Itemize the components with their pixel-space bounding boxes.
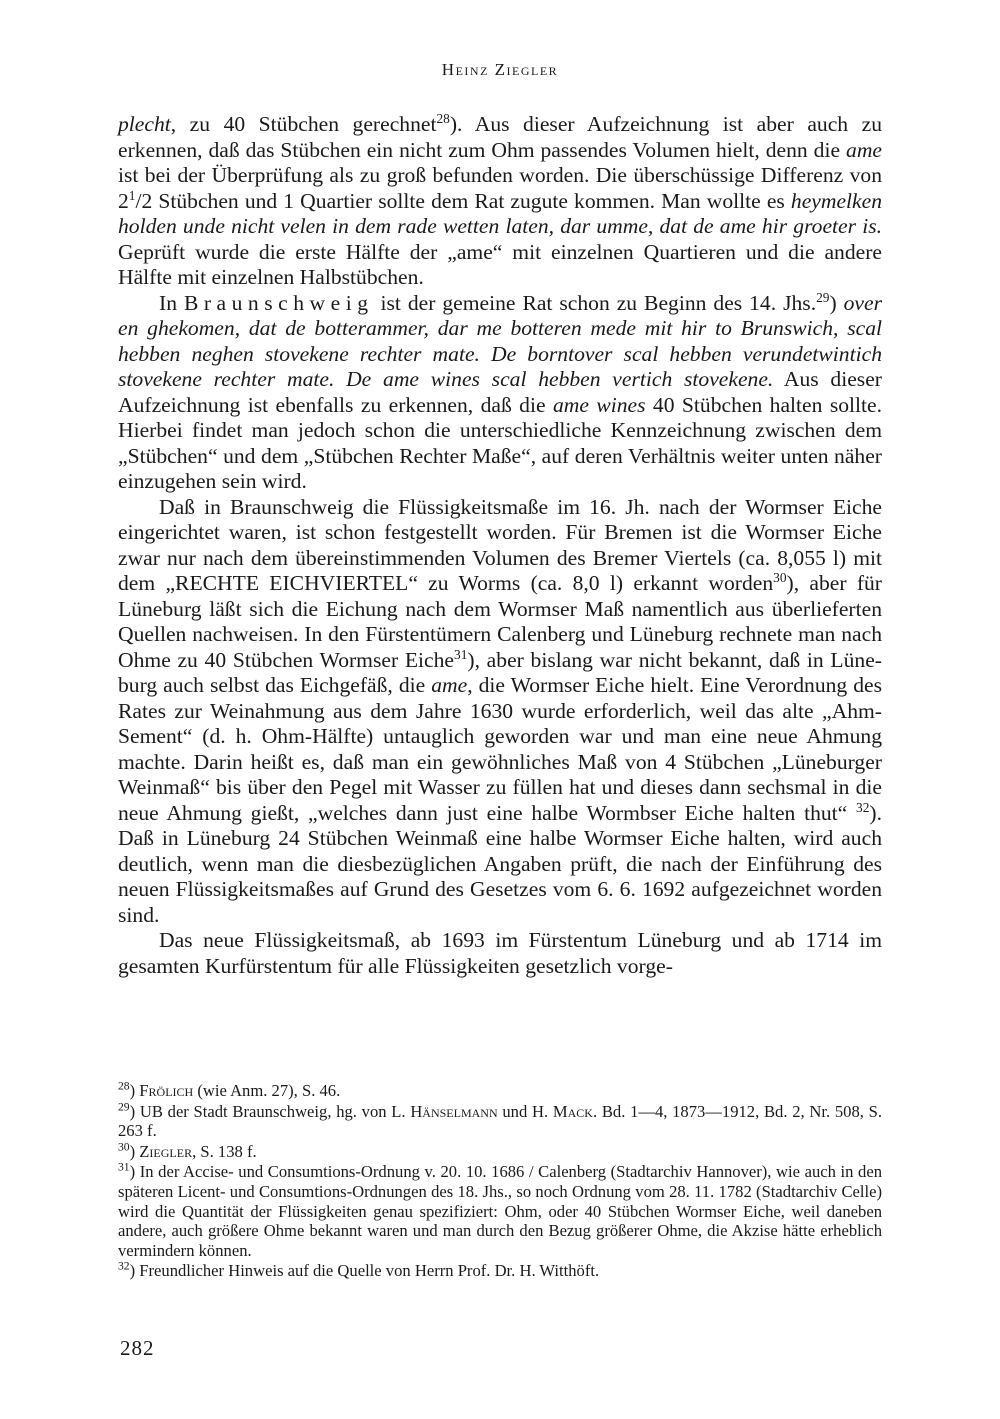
text-run: ). Daß in Lüneburg 24 Stübchen Weinmaß eine halbe Wormser Eiche halten, wird auch deutlich, wenn man die diesbezüglichen Angaben prüft, die nach der Einführung des neuen Flüssigkeitsmaßes auf Grund des Gesetzes vom 6. 6. 1692 aufgezeichnet worden sind. xyxy=(118,800,882,927)
author-name: Mack xyxy=(552,1101,593,1121)
text-run: 40 Stübchen halten sollte. Hierbei findet man jedoch schon die unterschiedliche Kennzeichnung zwischen dem „Stübchen“ und dem „Stübchen Rechter Maße“, auf deren Verhältnis weiter unten näher einzugehen sein wird. xyxy=(118,392,883,493)
footnote xyxy=(118,1142,882,1162)
text-run: ), aber bislang war nicht bekannt, daß in Lüneburg auch selbst das Eichgefäß, die xyxy=(118,647,882,697)
italic-text: heymelken holden unde nicht velen in dem rade wetten laten, dar umme, dat de ame hir groeter is. xyxy=(118,188,882,238)
text-run: ) Freundlicher Hinweis auf die Quelle von Herrn Prof. Dr. H. Witthöft. xyxy=(129,1261,600,1281)
footnote-ref: 32 xyxy=(118,1259,130,1273)
running-head: Heinz Ziegler xyxy=(441,60,559,79)
footnote xyxy=(118,1081,882,1101)
text-run: ist der gemeine Rat schon zu Beginn des 14. Jhs. xyxy=(373,290,817,315)
footnote-ref: 31 xyxy=(118,1160,130,1174)
author-name: Hänselmann xyxy=(410,1101,498,1121)
text-run: ) xyxy=(129,1081,140,1100)
footnote-ref: 30 xyxy=(118,1140,130,1154)
text-run: Aus dieser Aufzeichnung ist ebenfalls zu erkennen, daß die xyxy=(118,367,882,417)
text-run: (wie Anm. 27), S. 46. xyxy=(193,1081,341,1100)
text-run: Daß in Braunschweig die Flüssigkeitsmaße im 16. Jh. nach der Wormser Eiche eingerichtet waren, ist schon festgestellt worden. Für Bremen ist die Wormser Eiche zwar nur nach dem übereinstimmenden Volumen des Bremer Viertels (ca. 8,055 l) mit dem „RECHTE EICHVIERTEL“ zu Worms (ca. 8,0 l) erkannt worden xyxy=(118,494,882,595)
text-run: , S. 138 f. xyxy=(192,1141,257,1161)
footnote-ref: 28 xyxy=(118,1079,130,1093)
footnote xyxy=(118,1162,882,1260)
page-number: 282 xyxy=(120,1336,155,1360)
footnote-ref: 31 xyxy=(454,646,468,662)
footnote-ref: 29 xyxy=(816,289,830,305)
footnote-ref: 30 xyxy=(773,569,787,585)
paragraph xyxy=(118,112,882,291)
text-run: ), aber für Lüneburg läßt sich die Eichung nach dem Wormser Maß namentlich aus überlieferten Quellen nachweisen. In den Fürstentümern Calenberg und Lüneburg rechnete man nach Ohme zu 40 Stübchen Wormser Eiche xyxy=(118,571,882,672)
footnote-ref: 29 xyxy=(118,1100,130,1114)
text-run: Geprüft wurde die erste Hälfte der „ame“ mit einzelnen Quartieren und die andere Hälfte mit einzelnen Halbstübchen. xyxy=(118,239,882,289)
footnote xyxy=(118,1261,882,1281)
text-run: , die Wormser Eiche hielt. Eine Verordnung des Rates zur Weinahmung aus dem Jahre 1630 wurde erforderlich, weil das alte „Ahm-Sement“ (d. h. Ohm-Hälfte) untauglich geworden war und man eine neue Ahmung machte. Darin heißt es, daß man ein gewöhnliches Maß von 4 Stübchen „Lüneburger Weinmaß“ bis über den Pegel mit Wasser zu füllen hat und dieses dann sechsmal in die neue Ahmung gießt, „welches dann just eine halbe Wormbser Eiche halten thut“ xyxy=(118,673,882,825)
italic-text: ame xyxy=(846,137,882,162)
paragraph xyxy=(118,928,882,979)
text-run: . Bd. 1—4, 1873—1912, Bd. 2, Nr. 508, S. 263 f. xyxy=(118,1101,883,1141)
footnote-ref: 1 xyxy=(128,187,136,203)
footnotes xyxy=(118,1081,882,1282)
text-run: ) xyxy=(829,290,844,315)
text-run: /2 Stübchen und 1 Quartier sollte dem Rat zugute kommen. Man wollte es xyxy=(135,188,791,213)
spaced-text: Braunschweig xyxy=(183,290,374,315)
text-run: ) In der Accise- und Consumtions-Ordnung v. 20. 10. 1686 / Calenberg (Stadtarchiv Hannover), wie auch in den späteren Licent- und Consumtions-Ordnungen des 18. Jhs., so noch Ordnung vom 28. 11. 1782 (Stadtarchiv Celle) wird die Quantität der Flüssigkeiten genau spezifiziert: Ohm, oder 40 Stübchen Wormser Eiche, weil daneben andere, auch größere Ohme bekannt waren und man durch den Bezug größerer Ohme, die Akzise hätte erheblich vermindern können. xyxy=(118,1162,882,1260)
text-run: ist bei der Überprüfung als zu groß befunden worden. Die überschüssige Differenz von 2 xyxy=(118,163,882,213)
text-run: In xyxy=(159,290,184,315)
body-text xyxy=(118,112,882,979)
text-run: ) UB der Stadt Braunschweig, hg. von L. xyxy=(129,1101,411,1121)
paragraph xyxy=(118,291,882,495)
footnote-ref: 28 xyxy=(436,110,450,126)
text-run: ). Aus dieser Aufzeichnung ist aber auch zu erkennen, daß das Stübchen ein nicht zum Ohm passendes Volumen hielt, denn die xyxy=(118,112,882,162)
text-run: ) xyxy=(129,1141,140,1161)
italic-text: plecht xyxy=(118,112,171,136)
author-name: Ziegler xyxy=(139,1141,193,1161)
paragraph xyxy=(118,495,882,929)
footnote xyxy=(118,1102,882,1141)
italic-text: over en ghekomen, dat de botterammer, dar me botteren mede mit hir to Brunswich, scal hebben neghen stovekene rechter mate. De borntover scal hebben verundetwintich stovekene rechter mate. De ame wines scal hebben vertich stovekene. xyxy=(118,290,882,391)
italic-text: ame xyxy=(431,673,468,697)
italic-text: ame wines xyxy=(552,392,646,417)
text-run: Das neue Flüssigkeitsmaß, ab 1693 im Fürstentum Lüneburg und ab 1714 im gesamten Kurfürstentum für alle Flüssigkeiten gesetzlich vorge- xyxy=(118,928,882,978)
text-run: und H. xyxy=(497,1101,553,1121)
footnote-ref: 32 xyxy=(856,799,870,815)
page xyxy=(118,0,882,1419)
text-run: , zu 40 Stübchen gerechnet xyxy=(170,112,437,136)
author-name: Frölich xyxy=(139,1081,194,1100)
